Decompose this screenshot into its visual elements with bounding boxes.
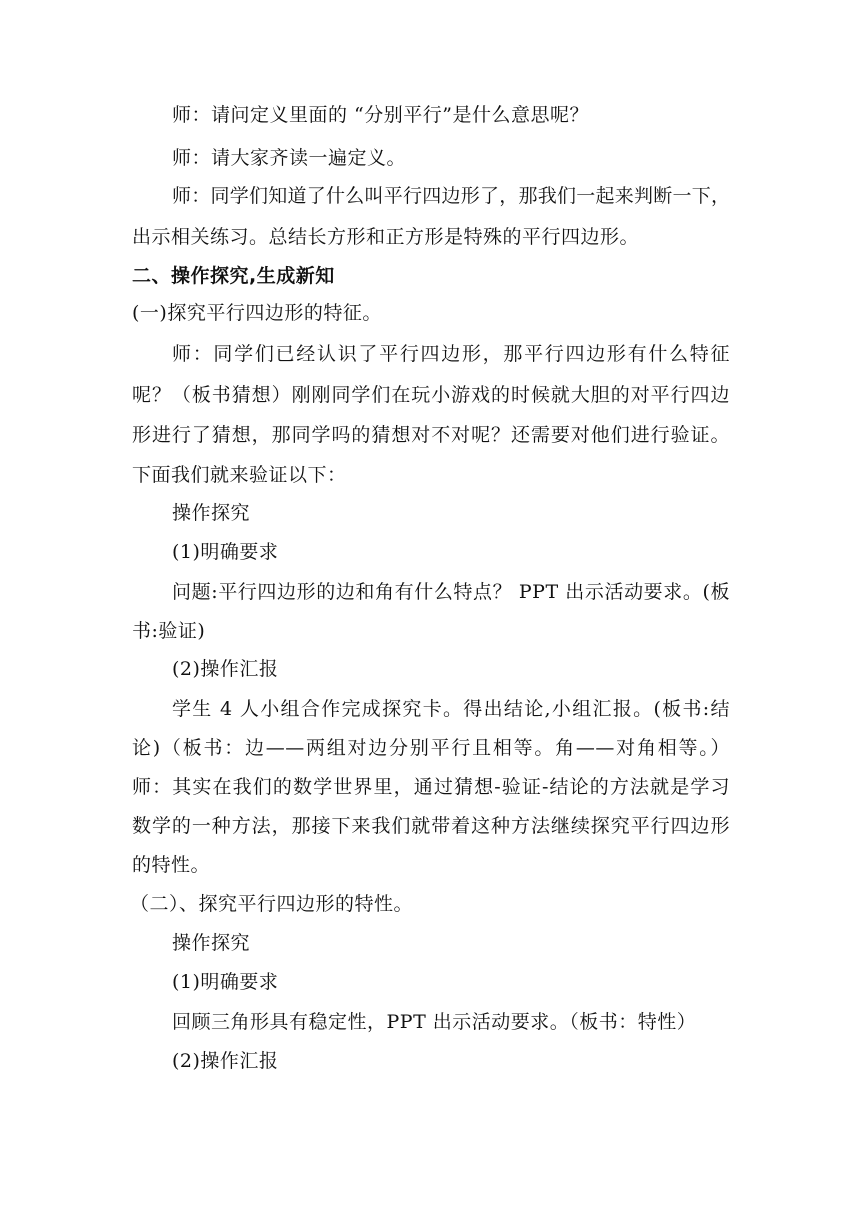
subsection-heading: （二）、探究平行四边形的特性。 [130, 893, 414, 915]
paragraph-line: 下面我们就来验证以下： [132, 464, 347, 486]
paragraph-line: (2)操作汇报 [172, 658, 279, 680]
paragraph-line: 学生 4 人小组合作完成探究卡。得出结论,小组汇报。(板书:结 [172, 698, 730, 720]
paragraph-line: 出示相关练习。总结长方形和正方形是特殊的平行四边形。 [132, 226, 640, 248]
paragraph-line: 回顾三角形具有稳定性，PPT 出示活动要求。（板书：特性） [172, 1011, 697, 1033]
paragraph-line: 操作探究 [172, 502, 251, 524]
paragraph-line: 书:验证) [132, 620, 206, 642]
paragraph-line: (1)明确要求 [172, 541, 279, 563]
paragraph-line: 呢？（板书猜想）刚刚同学们在玩小游戏的时候就大胆的对平行四边 [132, 384, 730, 406]
paragraph-line: 师：同学们已经认识了平行四边形，那平行四边形有什么特征 [172, 343, 730, 365]
paragraph-line: 论)（板书：边——两组对边分别平行且相等。角——对角相等。） [132, 737, 730, 759]
paragraph-line: 师：其实在我们的数学世界里，通过猜想-验证-结论的方法就是学习 [132, 776, 730, 798]
paragraph-line: 问题:平行四边形的边和角有什么特点？ PPT 出示活动要求。(板 [172, 581, 730, 603]
paragraph-line: (2)操作汇报 [172, 1050, 279, 1072]
paragraph-line: 的特性。 [132, 854, 211, 876]
paragraph-line: 操作探究 [172, 932, 251, 954]
paragraph-line: 数学的一种方法，那接下来我们就带着这种方法继续探究平行四边形 [132, 815, 730, 837]
paragraph-line: (1)明确要求 [172, 971, 279, 993]
paragraph-line: 师：请大家齐读一遍定义。 [172, 147, 407, 169]
paragraph-line: 师：请问定义里面的 “分别平行”是什么意思呢？ [172, 104, 589, 126]
paragraph-line: 形进行了猜想，那同学吗的猜想对不对呢？还需要对他们进行验证。 [132, 424, 730, 446]
paragraph-line: 师：同学们知道了什么叫平行四边形了，那我们一起来判断一下， [172, 185, 730, 207]
section-heading: 二、操作探究,生成新知 [132, 265, 335, 287]
subsection-heading: (一)探究平行四边形的特征。 [132, 302, 382, 324]
